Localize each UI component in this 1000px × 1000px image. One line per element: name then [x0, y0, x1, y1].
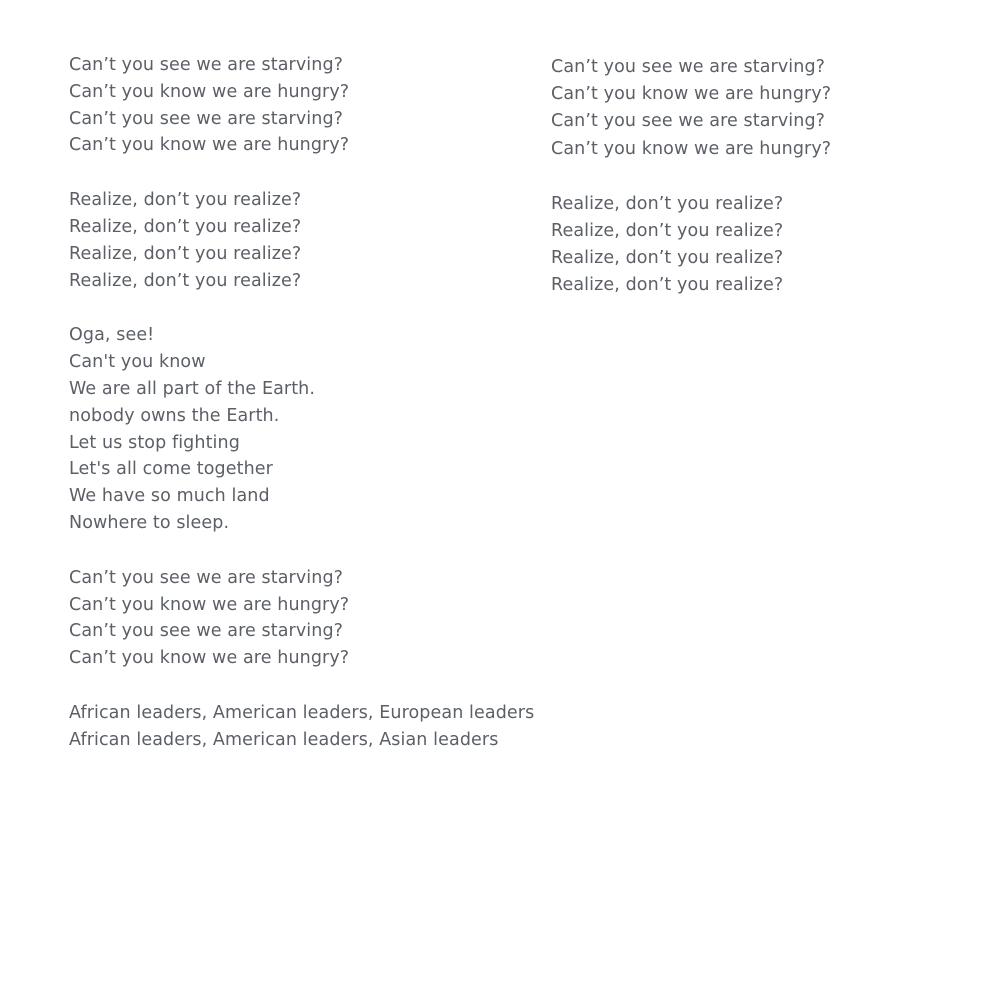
- lyric-line: Realize, don’t you realize?: [69, 216, 302, 237]
- lyric-line: Realize, don’t you realize?: [551, 248, 784, 269]
- lyric-line: Let us stop fighting: [69, 432, 240, 453]
- lyric-line: Can’t you see we are starving?: [551, 111, 826, 132]
- lyric-line: Can’t you know we are hungry?: [69, 135, 350, 156]
- lyric-line: Can't you know: [69, 352, 206, 373]
- lyric-line: Can’t you know we are hungry?: [69, 81, 350, 102]
- lyric-line: Realize, don’t you realize?: [551, 221, 784, 242]
- lyric-line: Can’t you know we are hungry?: [551, 138, 832, 159]
- lyric-line: Can’t you know we are hungry?: [69, 648, 350, 669]
- lyric-line: African leaders, American leaders, Asian leaders: [69, 729, 499, 750]
- lyric-line: Realize, don’t you realize?: [69, 270, 302, 291]
- lyric-line: Can’t you see we are starving?: [69, 621, 344, 642]
- lyric-line: Realize, don’t you realize?: [551, 275, 784, 296]
- stanza: [69, 565, 529, 672]
- left-column: [69, 52, 535, 754]
- stanza: [69, 322, 529, 536]
- lyric-line: Can’t you see we are starving?: [69, 567, 344, 588]
- lyric-line: Realize, don’t you realize?: [551, 193, 784, 214]
- lyric-line: Can’t you see we are starving?: [69, 108, 344, 129]
- lyric-line: Can’t you see we are starving?: [551, 57, 826, 77]
- lyric-line: We are all part of the Earth.: [69, 378, 316, 399]
- lyric-line: Can’t you see we are starving?: [69, 55, 344, 75]
- stanza: [551, 191, 971, 300]
- lyric-line: We have so much land: [69, 486, 270, 507]
- lyric-line: Can’t you know we are hungry?: [551, 84, 832, 105]
- lyric-line: Nowhere to sleep.: [69, 512, 230, 533]
- stanza: [69, 700, 535, 754]
- lyric-line: nobody owns the Earth.: [69, 405, 280, 426]
- lyric-line: African leaders, American leaders, European leaders: [69, 702, 535, 723]
- stanza: [551, 54, 971, 163]
- stanza: [69, 187, 529, 294]
- lyric-line: Realize, don’t you realize?: [69, 190, 302, 211]
- lyric-line: Realize, don’t you realize?: [69, 243, 302, 264]
- lyric-line: Can’t you know we are hungry?: [69, 594, 350, 615]
- right-column: [551, 54, 971, 300]
- stanza: [69, 52, 529, 159]
- lyric-line: Oga, see!: [69, 325, 155, 346]
- lyric-line: Let's all come together: [69, 459, 273, 480]
